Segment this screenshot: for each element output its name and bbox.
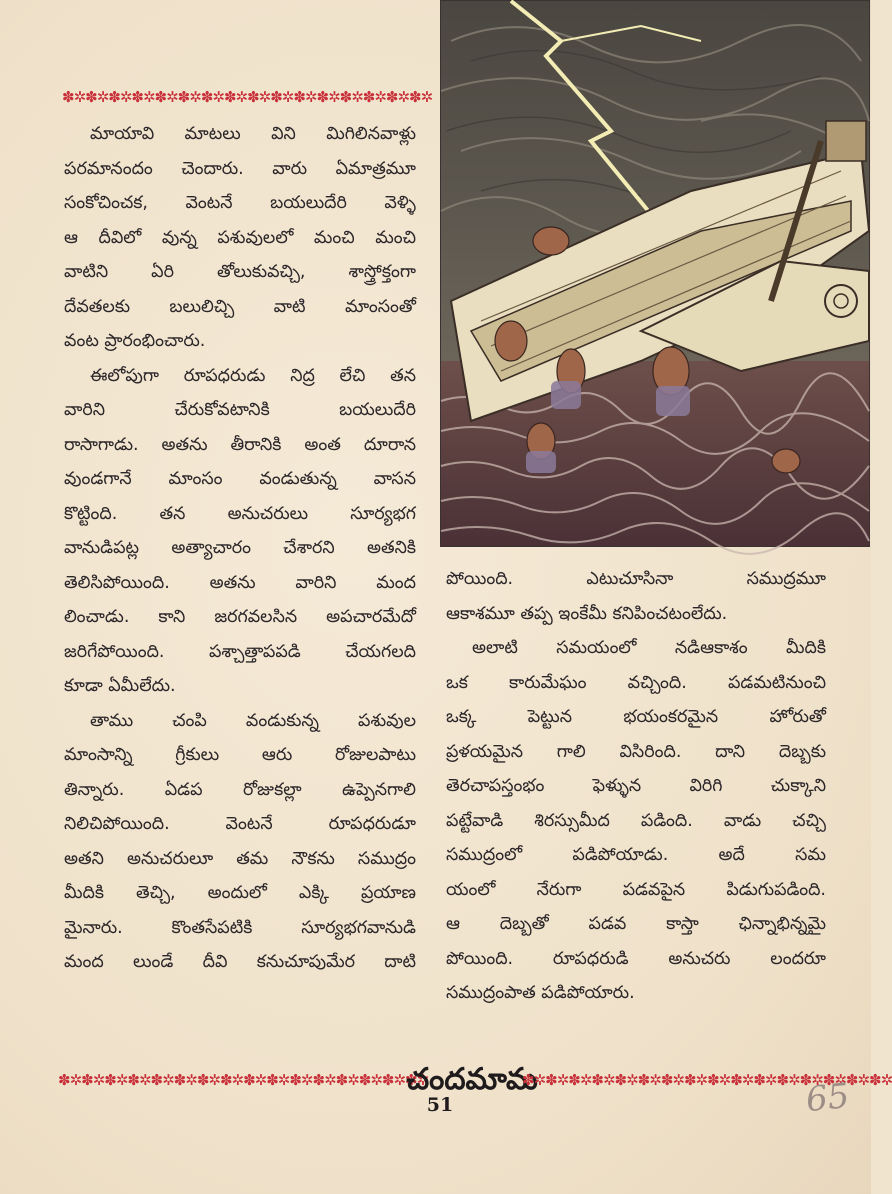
text-line: సంకోచించక, వెంటనే బయలుదేరి వెళ్ళి: [64, 193, 416, 213]
text-line: తాము చంపి వండుకున్న పశువుల: [90, 710, 416, 731]
text-line: వానుడిపట్ల అత్యాచారం చేశారని అతనికి: [64, 538, 416, 558]
text-line: సముద్రంలో పడిపోయాడు. అదే సమ: [446, 845, 826, 865]
text-line: అతని అనుచరులూ తమ నౌకను సముద్రం: [64, 848, 416, 869]
paragraph-2: [64, 359, 416, 704]
text-line: పరమానందం చెందారు. వారు ఏమాత్రమూ: [64, 158, 416, 179]
text-line: జరిగేపోయింది. పశ్చాత్తాపపడి చేయగలది: [64, 641, 416, 662]
text-line: వాటిని ఏరి తోలుకువచ్చి, శాస్త్రోక్తంగా: [64, 262, 416, 282]
page-number: 51: [426, 1094, 454, 1116]
text-line: పోయింది. రూపధరుడి అనుచరు లందరూ: [446, 948, 826, 969]
paragraph-1: [64, 117, 416, 359]
text-line: యంలో నేరుగా పడవపైన పిడుగుపడింది.: [446, 879, 826, 900]
text-line: తిన్నారు. ఏడప రోజుకల్లా ఉప్పెనగాలి: [64, 779, 416, 800]
text-line: మంద లుండే దీవి కనుచూపుమేర దాటి: [64, 952, 416, 972]
footer-ornament-right: ✽✲✽✲✽✲✽✲✽✲✽✲✽✲✽✲✽✲✽✲✽✲✽✲✽✲✽✲✽✲✽✲: [522, 1071, 892, 1089]
right-text-column: [446, 562, 826, 1011]
text-line: కూడా ఏమీలేదు.: [64, 676, 176, 696]
top-ornament-border: ✽✲✽✲✽✲✽✲✽✲✽✲✽✲✽✲✽✲✽✲✽✲✽✲✽✲✽✲✽✲✽✲: [62, 88, 433, 106]
text-line: తెలిసిపోయింది. అతను వారిని మంద: [64, 572, 416, 593]
text-line: ఒక కారుమేఘం వచ్చింది. పడమటినుంచి: [446, 672, 826, 693]
text-line: వుండగానే మాంసం వండుతున్న వాసన: [64, 469, 416, 489]
footer-ornament-left: ✽✲✽✲✽✲✽✲✽✲✽✲✽✲✽✲✽✲✽✲✽✲✽✲✽✲✽✲✽✲✽✲: [58, 1071, 429, 1089]
text-line: తెరచాపస్తంభం ఫెళ్ళున విరిగి చుక్కాని: [446, 776, 826, 796]
text-line: పోయింది. ఎటుచూసినా సముద్రమూ: [446, 569, 826, 589]
text-line: రాసాగాడు. అతను తీరానికి అంత దూరాన: [64, 434, 416, 455]
text-line: ఆ దెబ్బతో పడవ కాస్తా ఛిన్నాభిన్నమై: [446, 914, 826, 934]
magazine-title: చందమామ: [406, 1062, 538, 1097]
text-line: ఈలోపుగా రూపధరుడు నిద్ర లేచి తన: [90, 365, 416, 386]
text-line: మాయావి మాటలు విని మిగిలినవాళ్లు: [90, 124, 416, 144]
paragraph-5: [446, 631, 826, 1011]
text-line: లించాడు. కాని జరగవలసిన అపచారమేదో: [64, 607, 416, 627]
text-line: నిలిచిపోయింది. వెంటనే రూపధరుడూ: [64, 814, 416, 834]
text-line: మాంసాన్ని గ్రీకులు ఆరు రోజులపాటు: [64, 745, 416, 765]
text-line: మైనారు. కొంతసేపటికి సూర్యభగవానుడి: [64, 917, 416, 938]
text-line: ఆకాశమూ తప్ప ఇంకేమీ కనిపించటంలేదు.: [446, 603, 728, 624]
text-line: ఒక్క పెట్టున భయంకరమైన హోరుతో: [446, 707, 826, 727]
paragraph-3: [64, 704, 416, 980]
text-line: వారిని చేరుకోవటానికి బయలుదేరి: [64, 400, 416, 420]
text-line: దేవతలకు బలులిచ్చి వాటి మాంసంతో: [64, 296, 416, 317]
text-line: ఆ దీవిలో వున్న పశువులలో మంచి మంచి: [64, 227, 416, 248]
text-line: ప్రళయమైన గాలి విసిరింది. దాని దెబ్బకు: [446, 741, 826, 762]
storm-ship-image: [441, 1, 869, 546]
text-line: కొట్టింది. తన అనుచరులు సూర్యభగ: [64, 503, 416, 524]
handwritten-page-number: 65: [804, 1075, 852, 1121]
paragraph-4: [446, 562, 826, 631]
left-text-column: [64, 117, 416, 980]
text-line: సముద్రంపాత పడిపోయారు.: [446, 983, 635, 1003]
text-line: అలాటి సమయంలో నడిఆకాశం మీదికి: [472, 638, 826, 658]
text-line: వంట ప్రారంభించారు.: [64, 331, 206, 351]
text-line: మీదికి తెచ్చి, అందులో ఎక్కి ప్రయాణ: [64, 883, 416, 903]
text-line: పట్టేవాడి శిరస్సుమీద పడింది. వాడు చచ్చి: [446, 810, 826, 831]
shipwreck-illustration: [440, 0, 870, 547]
